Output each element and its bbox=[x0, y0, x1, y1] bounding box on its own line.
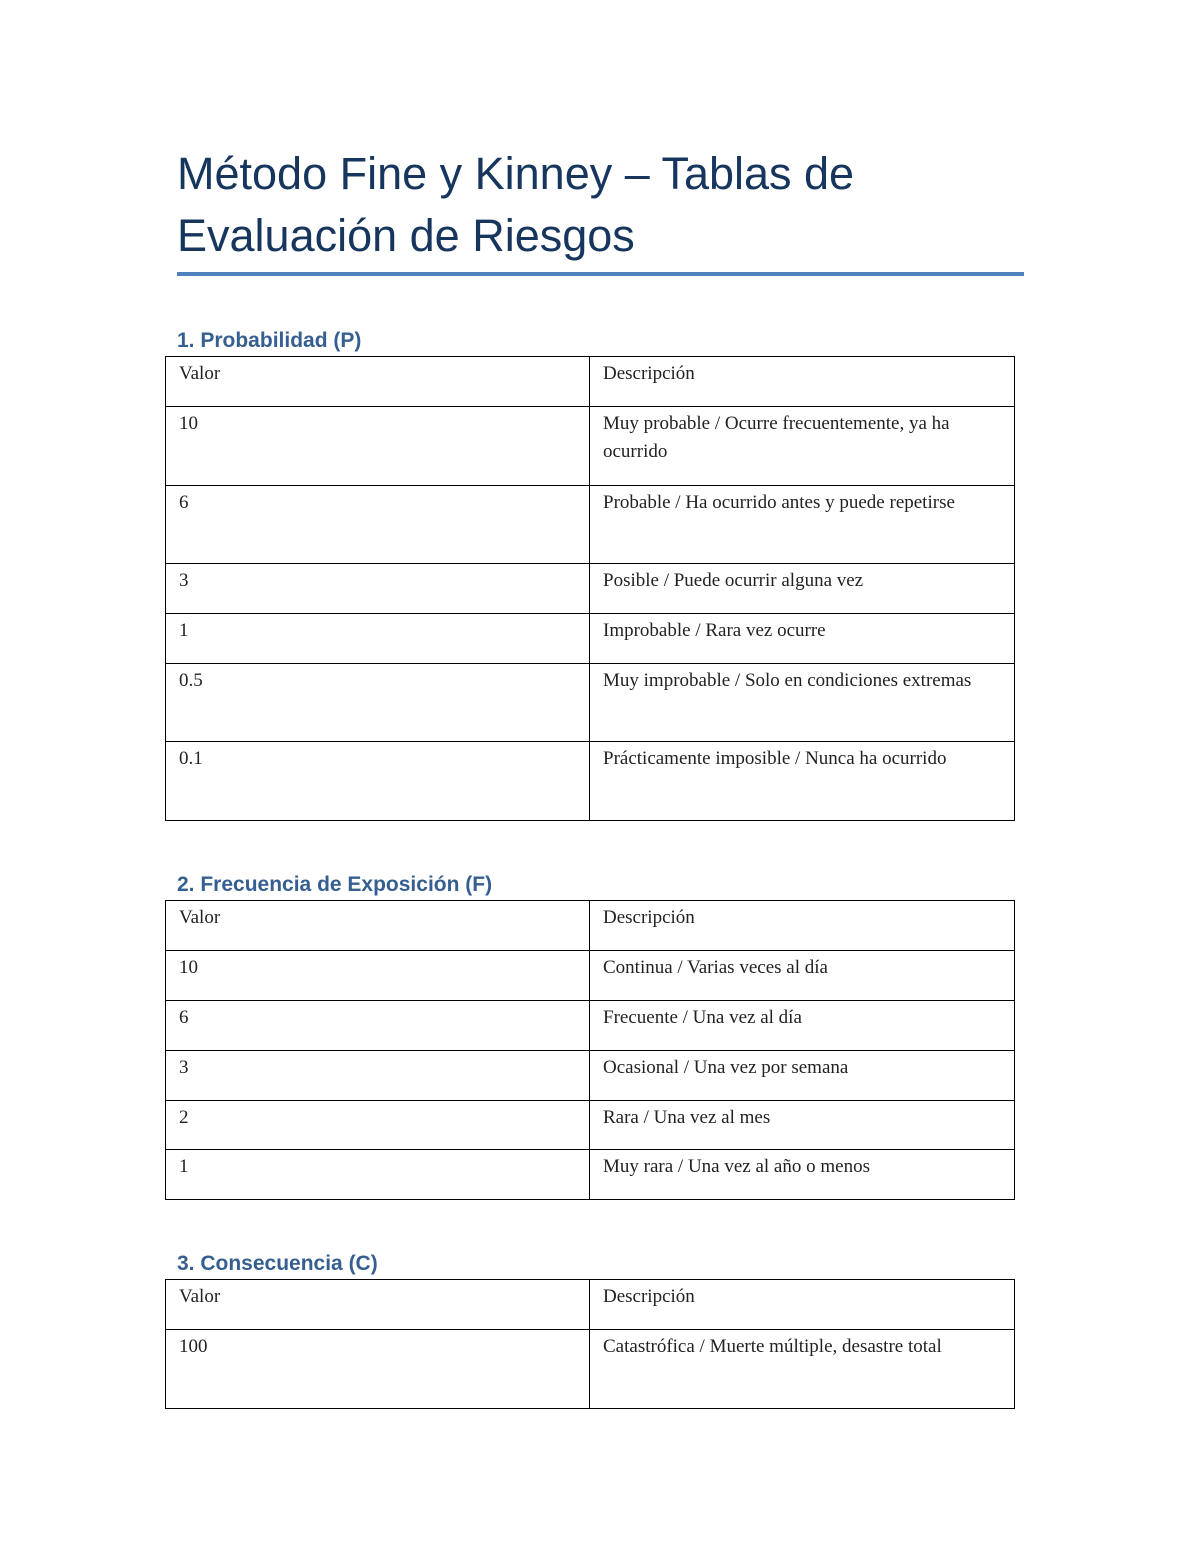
table-row bbox=[166, 664, 1015, 742]
cell-valor: 0.5 bbox=[166, 664, 590, 742]
cell-valor: 100 bbox=[166, 1330, 590, 1409]
table-header-row bbox=[166, 1280, 1015, 1330]
cell-valor: 1 bbox=[166, 1150, 590, 1200]
cell-descripcion: Muy improbable / Solo en condiciones extremas bbox=[590, 664, 1015, 742]
cell-descripcion: Probable / Ha ocurrido antes y puede repetirse bbox=[590, 486, 1015, 564]
cell-descripcion: Muy probable / Ocurre frecuentemente, ya ha ocurrido bbox=[590, 407, 1015, 486]
table-frecuencia bbox=[165, 900, 1015, 1200]
cell-valor: 2 bbox=[166, 1101, 590, 1150]
column-header-descripcion: Descripción bbox=[590, 357, 1015, 407]
column-header-valor: Valor bbox=[166, 901, 590, 951]
table-row bbox=[166, 614, 1015, 664]
cell-valor: 0.1 bbox=[166, 742, 590, 821]
cell-valor: 10 bbox=[166, 951, 590, 1001]
cell-descripcion: Improbable / Rara vez ocurre bbox=[590, 614, 1015, 664]
table-row bbox=[166, 564, 1015, 614]
table-header-row bbox=[166, 901, 1015, 951]
table-row bbox=[166, 1001, 1015, 1051]
table-row bbox=[166, 1051, 1015, 1101]
column-header-descripcion: Descripción bbox=[590, 1280, 1015, 1330]
table-row bbox=[166, 486, 1015, 564]
cell-descripcion: Posible / Puede ocurrir alguna vez bbox=[590, 564, 1015, 614]
cell-descripcion: Continua / Varias veces al día bbox=[590, 951, 1015, 1001]
section-heading-consecuencia: 3. Consecuencia (C) bbox=[177, 1252, 378, 1275]
cell-descripcion: Muy rara / Una vez al año o menos bbox=[590, 1150, 1015, 1200]
cell-valor: 3 bbox=[166, 564, 590, 614]
cell-valor: 3 bbox=[166, 1051, 590, 1101]
table-row bbox=[166, 1101, 1015, 1150]
cell-valor: 6 bbox=[166, 1001, 590, 1051]
table-row bbox=[166, 1330, 1015, 1409]
table-row bbox=[166, 1150, 1015, 1200]
cell-descripcion: Catastrófica / Muerte múltiple, desastre total bbox=[590, 1330, 1015, 1409]
title-underline bbox=[177, 272, 1024, 276]
cell-valor: 10 bbox=[166, 407, 590, 486]
cell-valor: 1 bbox=[166, 614, 590, 664]
section-heading-frecuencia: 2. Frecuencia de Exposición (F) bbox=[177, 873, 493, 896]
cell-valor: 6 bbox=[166, 486, 590, 564]
column-header-valor: Valor bbox=[166, 357, 590, 407]
cell-descripcion: Prácticamente imposible / Nunca ha ocurrido bbox=[590, 742, 1015, 821]
table-row bbox=[166, 742, 1015, 821]
table-consecuencia bbox=[165, 1279, 1015, 1409]
table-row bbox=[166, 951, 1015, 1001]
section-heading-probabilidad: 1. Probabilidad (P) bbox=[177, 329, 362, 352]
cell-descripcion: Rara / Una vez al mes bbox=[590, 1101, 1015, 1150]
cell-descripcion: Ocasional / Una vez por semana bbox=[590, 1051, 1015, 1101]
table-row bbox=[166, 407, 1015, 486]
document-title: Método Fine y Kinney – Tablas de Evaluación de Riesgos bbox=[177, 148, 855, 261]
table-probabilidad bbox=[165, 356, 1015, 821]
column-header-descripcion: Descripción bbox=[590, 901, 1015, 951]
column-header-valor: Valor bbox=[166, 1280, 590, 1330]
cell-descripcion: Frecuente / Una vez al día bbox=[590, 1001, 1015, 1051]
table-header-row bbox=[166, 357, 1015, 407]
